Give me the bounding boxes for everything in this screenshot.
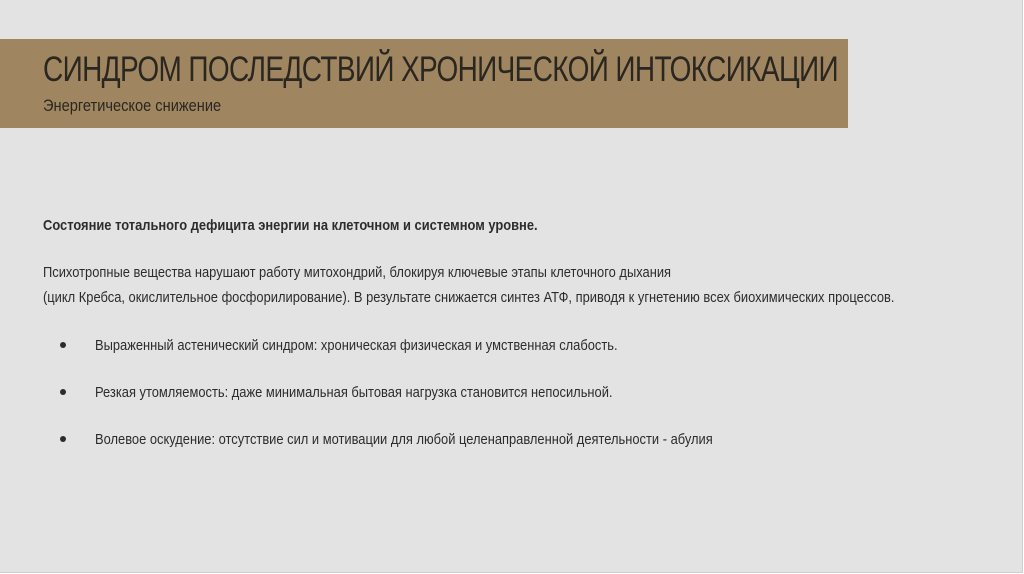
- title-band: [0, 39, 848, 128]
- bullet-text: Резкая утомляемость: даже минимальная бытовая нагрузка становится непосильной.: [95, 384, 613, 401]
- paragraph-line: (цикл Кребса, окислительное фосфорилирование). В результате снижается синтез АТФ, приводя к угнетению всех биохимических процессов.: [43, 289, 895, 306]
- bullet-dot-icon: [60, 436, 66, 442]
- bullet-item: [43, 336, 943, 356]
- paragraph-line: Психотропные вещества нарушают работу митохондрий, блокируя ключевые этапы клеточного дыхания: [43, 264, 672, 281]
- bullet-dot-icon: [60, 389, 66, 395]
- bullet-text: Выраженный астенический синдром: хроническая физическая и умственная слабость.: [95, 337, 618, 354]
- slide-title: СИНДРОМ ПОСЛЕДСТВИЙ ХРОНИЧЕСКОЙ ИНТОКСИКАЦИИ: [43, 50, 838, 89]
- bullet-item: [43, 430, 943, 450]
- bullet-dot-icon: [60, 342, 66, 348]
- slide-subtitle: Энергетическое снижение: [43, 96, 222, 115]
- bullet-text: Волевое оскудение: отсутствие сил и мотивации для любой целенаправленной деятельности - абулия: [95, 431, 713, 448]
- bullet-item: [43, 383, 943, 403]
- lead-statement: Состояние тотального дефицита энергии на клеточном и системном уровне.: [43, 217, 538, 234]
